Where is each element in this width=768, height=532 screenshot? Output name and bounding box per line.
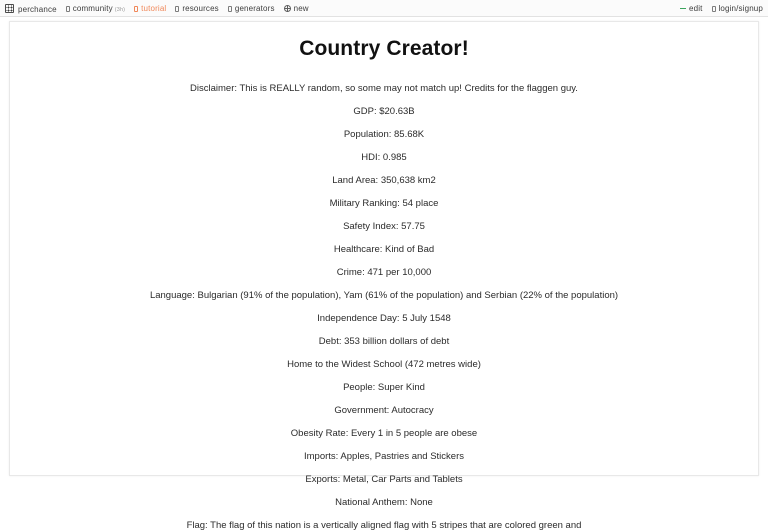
dash-icon — [680, 8, 686, 9]
community-activity-badge: (3h) — [114, 6, 126, 13]
page-icon — [712, 6, 716, 12]
nav-item-generators[interactable] — [228, 4, 275, 13]
page-icon — [228, 6, 232, 12]
nav-label-generators: generators — [234, 3, 275, 13]
stat-line-exports: Exports: Metal, Car Parts and Tablets — [305, 474, 463, 485]
stat-line-military-ranking: Military Ranking: 54 place — [329, 198, 439, 209]
stat-line-government: Government: Autocracy — [334, 405, 434, 416]
login-signup-link[interactable] — [712, 4, 764, 13]
globe-icon — [284, 5, 291, 12]
nav-item-tutorial[interactable] — [134, 4, 166, 13]
stat-line-gdp: GDP: $20.63B — [353, 106, 415, 117]
nav-label-tutorial: tutorial — [141, 3, 167, 13]
stat-line-land-area: Land Area: 350,638 km2 — [332, 175, 436, 186]
stat-line-obesity-rate: Obesity Rate: Every 1 in 5 people are obese — [290, 428, 478, 439]
top-navigation-bar — [0, 0, 768, 17]
page-icon — [175, 6, 179, 12]
stat-line-imports: Imports: Apples, Pastries and Stickers — [304, 451, 464, 462]
nav-label-resources: resources — [182, 3, 219, 13]
perchance-logo-icon — [5, 4, 14, 13]
nav-item-new[interactable] — [284, 4, 309, 13]
stat-line-healthcare: Healthcare: Kind of Bad — [333, 244, 435, 255]
page-icon — [66, 6, 70, 12]
stat-line-widest-school: Home to the Widest School (472 metres wide) — [287, 359, 481, 370]
topbar-right-group — [680, 4, 763, 13]
page-icon — [134, 6, 138, 12]
nav-label-new: new — [293, 3, 309, 13]
generator-output-content — [10, 22, 758, 532]
topbar-left-group — [5, 3, 680, 14]
disclaimer-text: Disclaimer: This is REALLY random, so some may not match up! Credits for the flaggen guy. — [190, 83, 578, 94]
perchance-home-link[interactable] — [5, 3, 57, 14]
stat-line-people: People: Super Kind — [343, 382, 425, 393]
stat-line-flag: Flag: The flag of this nation is a vertically aligned flag with 5 stripes that are colored green and — [186, 520, 582, 531]
stat-line-national-anthem: National Anthem: None — [335, 497, 433, 508]
stat-line-hdi: HDI: 0.985 — [361, 152, 407, 163]
nav-label-community: community — [72, 3, 113, 13]
stat-line-population: Population: 85.68K — [343, 129, 425, 140]
edit-button[interactable] — [680, 4, 703, 13]
stat-line-debt: Debt: 353 billion dollars of debt — [318, 336, 450, 347]
stat-line-safety-index: Safety Index: 57.75 — [343, 221, 425, 232]
nav-item-resources[interactable] — [175, 4, 218, 13]
perchance-brand-label: perchance — [18, 4, 57, 14]
generator-output-frame — [9, 21, 759, 531]
nav-item-community[interactable] — [66, 4, 125, 13]
stat-line-independence-day: Independence Day: 5 July 1548 — [317, 313, 451, 324]
stat-line-language: Language: Bulgarian (91% of the population), Yam (61% of the population) and Serbian (22% of the population) — [149, 290, 619, 301]
page-title: Country Creator! — [299, 37, 469, 60]
stat-line-crime: Crime: 471 per 10,000 — [336, 267, 432, 278]
login-signup-label: login/signup — [718, 3, 763, 13]
edit-label: edit — [689, 3, 703, 13]
